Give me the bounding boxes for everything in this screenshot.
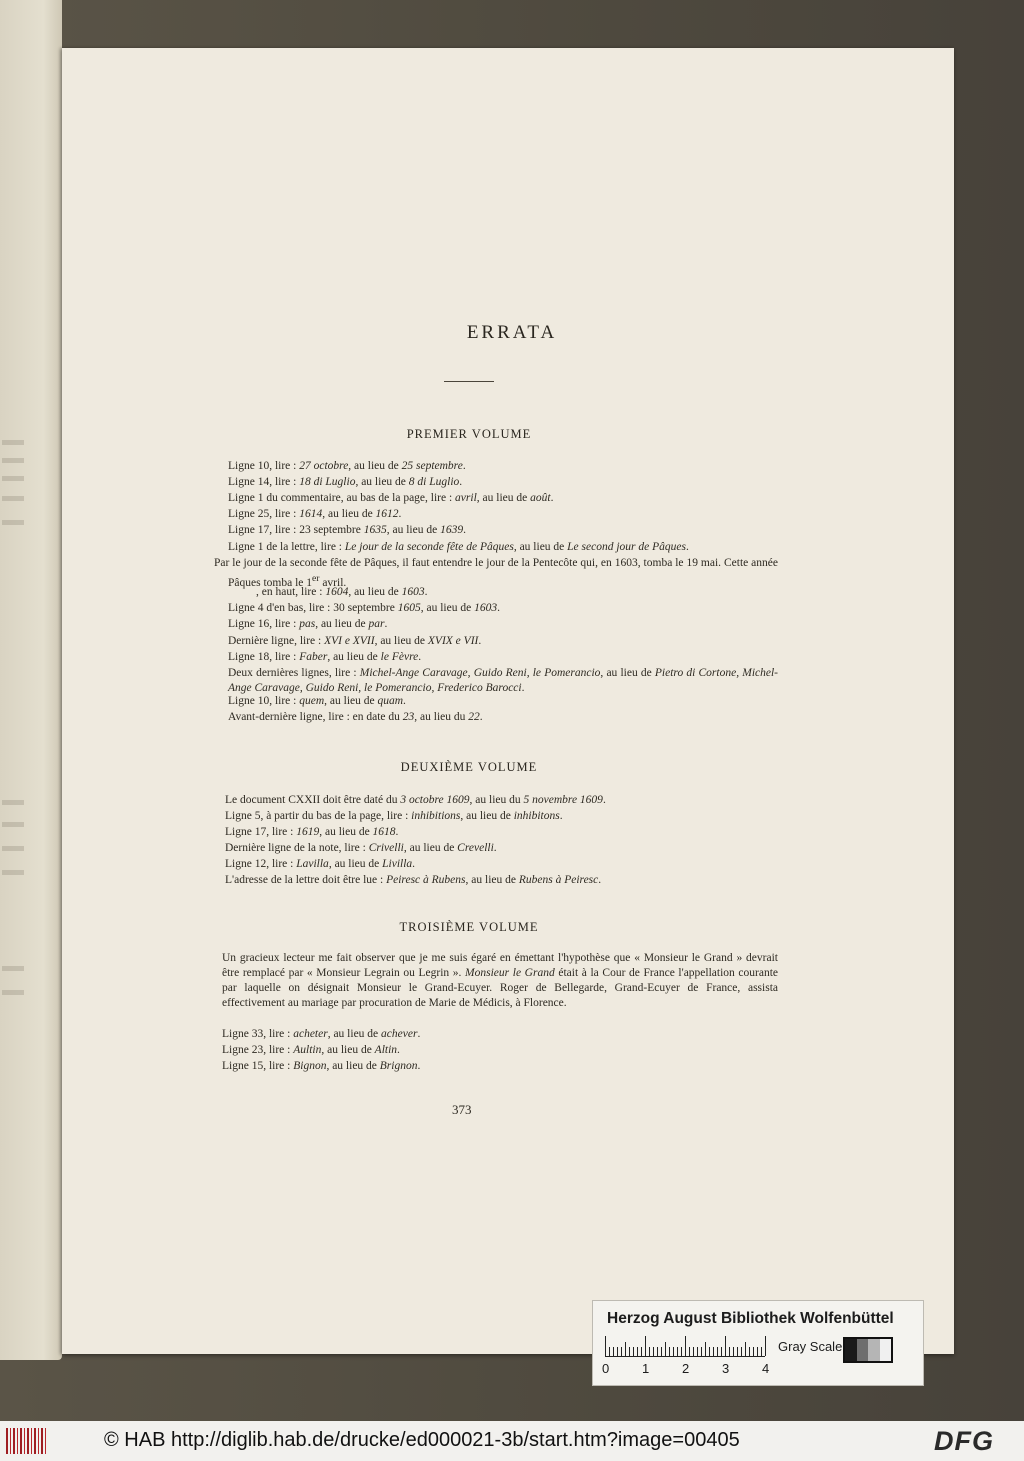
entry-text: Ligne 5, à partir du bas de la page, lire : inhibitions, au lieu de inhibitons.	[225, 810, 563, 822]
section-heading: DEUXIÈME VOLUME	[400, 760, 538, 774]
scale-number: 2	[682, 1361, 690, 1376]
entry-text: Avant-dernière ligne, lire : en date du 23, au lieu du 22.	[228, 711, 483, 723]
ruler-tick	[645, 1336, 646, 1356]
ruler-tick	[653, 1347, 654, 1356]
ruler-tick	[721, 1347, 722, 1356]
document-page	[62, 48, 954, 1354]
ruler-tick	[661, 1347, 662, 1356]
entry-text: L'adresse de la lettre doit être lue : Peiresc à Rubens, au lieu de Rubens à Peiresc.	[225, 874, 602, 886]
gray-patch	[868, 1339, 880, 1361]
dfg-logo: DFG	[934, 1426, 994, 1456]
entry-text: Ligne 10, lire : quem, au lieu de quam.	[228, 695, 406, 707]
entry-text: Ligne 33, lire : acheter, au lieu de achever.	[222, 1028, 421, 1040]
ruler-tick	[625, 1342, 626, 1356]
ruler-tick	[765, 1336, 766, 1356]
entry-text: Ligne 23, lire : Aultin, au lieu de Altin.	[222, 1044, 400, 1056]
entry-text: , en haut, lire : 1604, au lieu de 1603.	[256, 586, 428, 598]
entry-text: Ligne 4 d'en bas, lire : 30 septembre 1605, au lieu de 1603.	[228, 602, 500, 614]
ruler-tick	[637, 1347, 638, 1356]
ruler-tick	[705, 1342, 706, 1356]
ruler-tick	[617, 1347, 618, 1356]
scale-number: 4	[762, 1361, 770, 1376]
title-divider	[444, 381, 494, 382]
ruler-tick	[629, 1347, 630, 1356]
footer-bar	[0, 1421, 1024, 1461]
ruler-tick	[717, 1347, 718, 1356]
gray-scale-label: Gray Scale	[778, 1339, 843, 1354]
scale-ruler	[605, 1337, 765, 1357]
entry-text: Le document CXXII doit être daté du 3 octobre 1609, au lieu du 5 novembre 1609.	[225, 794, 606, 806]
ruler-tick	[729, 1347, 730, 1356]
facing-page-edge	[0, 0, 62, 1360]
ruler-tick	[741, 1347, 742, 1356]
color-reference-bar	[592, 1300, 924, 1386]
entry-text: Dernière ligne, lire : XVI e XVII, au lieu de XVIX e VII.	[228, 635, 482, 647]
ruler-tick	[761, 1347, 762, 1356]
ruler-tick	[665, 1342, 666, 1356]
entry-text: Par le jour de la seconde fête de Pâques, il faut entendre le jour de la Pentecôte qui, en 1603, tomba le 19 mai. Cette année Pâques tomba le 1er avril.	[214, 557, 778, 589]
ruler-tick	[669, 1347, 670, 1356]
entry-text: Deux dernières lignes, lire : Michel-Ange Caravage, Guido Reni, le Pomerancio, au lieu de Pietro di Cortone, Michel-Ange Caravage, Guido Reni, le Pomerancio, Frederico Barocci.	[228, 667, 778, 694]
entry-text: Ligne 25, lire : 1614, au lieu de 1612.	[228, 508, 402, 520]
entry-text: Ligne 15, lire : Bignon, au lieu de Brignon.	[222, 1060, 421, 1072]
entry-text: Ligne 18, lire : Faber, au lieu de le Fèvre.	[228, 651, 422, 663]
hab-barcode-icon	[6, 1428, 46, 1454]
scale-number: 3	[722, 1361, 730, 1376]
gray-scale-swatch	[843, 1337, 893, 1363]
footer-url-text[interactable]: © HAB http://diglib.hab.de/drucke/ed000021-3b/start.htm?image=00405	[104, 1429, 740, 1451]
ruler-tick	[737, 1347, 738, 1356]
entry-text: Ligne 12, lire : Lavilla, au lieu de Livilla.	[225, 858, 416, 870]
entry-text: Ligne 1 du commentaire, au bas de la page, lire : avril, au lieu de août.	[228, 492, 554, 504]
gray-patch	[880, 1339, 892, 1361]
entry-text: Ligne 17, lire : 1619, au lieu de 1618.	[225, 826, 399, 838]
ruler-tick	[697, 1347, 698, 1356]
entry-text: Ligne 17, lire : 23 septembre 1635, au lieu de 1639.	[228, 524, 466, 536]
entry-text: Ligne 10, lire : 27 octobre, au lieu de 25 septembre.	[228, 460, 466, 472]
ruler-tick	[725, 1336, 726, 1356]
entry-text: Ligne 16, lire : pas, au lieu de par.	[228, 618, 388, 630]
ruler-tick	[749, 1347, 750, 1356]
ruler-tick	[657, 1347, 658, 1356]
entry-text: Dernière ligne de la note, lire : Crivelli, au lieu de Crevelli.	[225, 842, 497, 854]
ruler-tick	[649, 1347, 650, 1356]
ruler-tick	[713, 1347, 714, 1356]
gray-patch	[857, 1339, 869, 1361]
scale-number: 1	[642, 1361, 650, 1376]
gray-patch	[845, 1339, 857, 1361]
entry-text: Un gracieux lecteur me fait observer que je me suis égaré en émettant l'hypothèse que « Monsieur le Grand » devrait être remplacé par « Monsieur Legrain ou Legrin ». Monsieur le Grand était à la Cour de France l'appellation courante par laquelle on désignait Monsieur le Grand-Ecuyer. Roger de Bellegarde, Grand-Ecuyer de France, assista effectivement au mariage par procuration de Marie de Médicis, à Florence.	[222, 952, 778, 1009]
ruler-tick	[701, 1347, 702, 1356]
ruler-tick	[613, 1347, 614, 1356]
page-number: 373	[452, 1102, 472, 1117]
ruler-tick	[753, 1347, 754, 1356]
ruler-tick	[633, 1347, 634, 1356]
scale-number: 0	[602, 1361, 610, 1376]
ruler-tick	[745, 1342, 746, 1356]
ruler-tick	[641, 1347, 642, 1356]
ruler-tick	[685, 1336, 686, 1356]
ruler-tick	[673, 1347, 674, 1356]
ruler-tick	[757, 1347, 758, 1356]
ruler-tick	[693, 1347, 694, 1356]
ruler-tick	[605, 1336, 606, 1356]
ruler-tick	[677, 1347, 678, 1356]
entry-text: Ligne 14, lire : 18 di Luglio, au lieu de 8 di Luglio.	[228, 476, 463, 488]
ruler-tick	[621, 1347, 622, 1356]
ruler-tick	[681, 1347, 682, 1356]
ruler-tick	[733, 1347, 734, 1356]
entry-text: Ligne 1 de la lettre, lire : Le jour de la seconde fête de Pâques, au lieu de Le second jour de Pâques.	[228, 541, 689, 553]
color-bar-title: Herzog August Bibliothek Wolfenbüttel	[607, 1310, 894, 1327]
ruler-tick	[609, 1347, 610, 1356]
ruler-tick	[709, 1347, 710, 1356]
page-title: ERRATA	[466, 322, 558, 343]
section-heading: TROISIÈME VOLUME	[399, 920, 539, 934]
section-heading: PREMIER VOLUME	[406, 427, 532, 441]
ruler-tick	[689, 1347, 690, 1356]
